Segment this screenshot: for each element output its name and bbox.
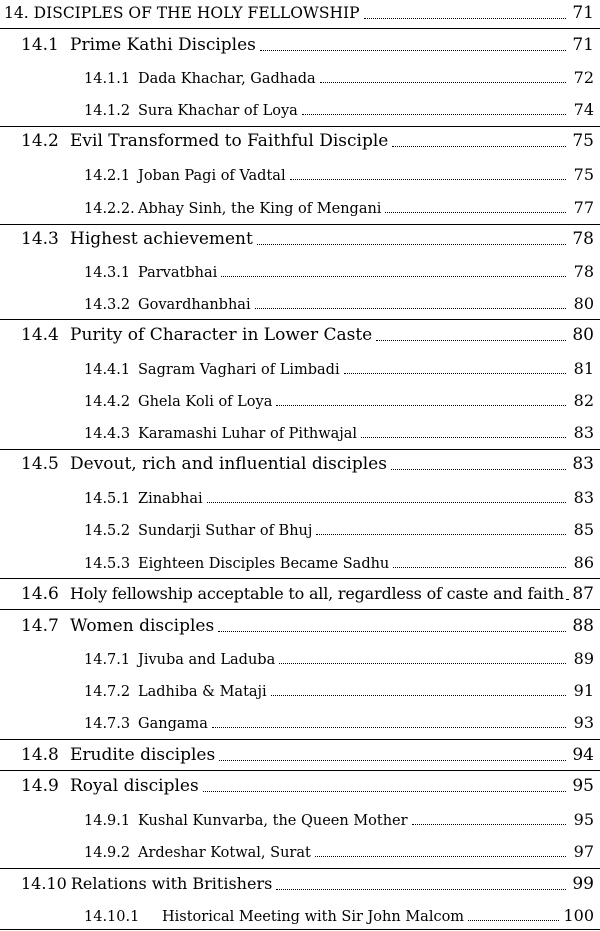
dot-leader (468, 920, 559, 921)
entry-number: 14.5 (21, 454, 59, 474)
toc-section-14-2[interactable] (0, 131, 600, 151)
toc-section-14-5[interactable] (0, 454, 600, 474)
entry-page: 88 (572, 616, 594, 636)
toc-subsection-14-1-1[interactable] (0, 68, 600, 87)
toc-chapter-14[interactable] (0, 3, 600, 23)
entry-page: 91 (573, 681, 594, 700)
entry-page: 75 (572, 131, 594, 151)
entry-page: 94 (572, 745, 594, 765)
entry-number: 14.7 (21, 616, 59, 636)
toc-section-14-4[interactable] (0, 325, 600, 345)
entry-title: Erudite disciples (70, 745, 216, 765)
entry-number: 14.1.2 (84, 103, 131, 119)
toc-subsection-14-2-2[interactable] (0, 198, 600, 217)
entry-number: 14. (4, 4, 29, 22)
entry-page: 83 (573, 423, 594, 442)
toc-section-14-3[interactable] (0, 229, 600, 249)
divider (0, 739, 600, 740)
entry-number: 14.9.1 (84, 813, 131, 829)
dot-leader (361, 437, 566, 438)
entry-title: Historical Meeting with Sir John Malcom (162, 909, 465, 925)
entry-title: Women disciples (70, 616, 215, 636)
dot-leader (219, 760, 566, 761)
dot-leader (391, 469, 566, 470)
toc-subsection-14-4-1[interactable] (0, 359, 600, 378)
entry-title: Ghela Koli of Loya (138, 394, 273, 410)
entry-page: 95 (573, 810, 594, 829)
entry-number: 14.10 (21, 874, 67, 893)
entry-number: 14.2.1 (84, 168, 131, 184)
entry-page: 95 (572, 776, 594, 796)
dot-leader (315, 856, 566, 857)
divider (0, 28, 600, 29)
dot-leader (344, 373, 566, 374)
toc-subsection-14-5-3[interactable] (0, 553, 600, 572)
dot-leader (279, 663, 566, 664)
entry-number: 14.5.2 (84, 523, 131, 539)
toc-subsection-14-7-3[interactable] (0, 713, 600, 732)
divider (0, 449, 600, 450)
dot-leader (364, 18, 566, 19)
entry-title: Holy fellowship acceptable to all, regardless of caste and faith (70, 584, 564, 603)
toc-subsection-14-5-1[interactable] (0, 488, 600, 507)
entry-page: 78 (572, 229, 594, 249)
entry-number: 14.4.3 (84, 426, 131, 442)
toc-subsection-14-9-2[interactable] (0, 842, 600, 861)
entry-number: 14.7.3 (84, 716, 131, 732)
entry-number: 14.2.2. (84, 201, 135, 217)
entry-number: 14.3.1 (84, 265, 131, 281)
entry-page: 97 (573, 842, 594, 861)
toc-section-14-7[interactable] (0, 616, 600, 636)
entry-number: 14.6 (21, 584, 59, 604)
dot-leader (260, 50, 566, 51)
toc-subsection-14-4-2[interactable] (0, 391, 600, 410)
entry-number: 14.3.2 (84, 297, 131, 313)
dot-leader (316, 534, 566, 535)
toc-subsection-14-3-1[interactable] (0, 262, 600, 281)
entry-title: Highest achievement (70, 229, 253, 249)
entry-title: Jivuba and Laduba (138, 652, 276, 668)
entry-title: Karamashi Luhar of Pithwajal (138, 426, 358, 442)
dot-leader (255, 308, 566, 309)
entry-title: Govardhanbhai (138, 297, 251, 313)
dot-leader (412, 824, 566, 825)
divider (0, 609, 600, 610)
entry-page: 99 (572, 874, 594, 894)
dot-leader (276, 405, 566, 406)
entry-title: Evil Transformed to Faithful Disciple (70, 131, 389, 151)
toc-subsection-14-10-1[interactable] (0, 906, 600, 925)
entry-title: Purity of Character in Lower Caste (70, 325, 373, 345)
toc-subsection-14-5-2[interactable] (0, 520, 600, 539)
entry-number: 14.4.2 (84, 394, 131, 410)
entry-number: 14.1.1 (84, 71, 131, 87)
dot-leader (385, 212, 566, 213)
entry-title: Royal disciples (70, 776, 199, 796)
entry-page: 80 (573, 294, 594, 313)
entry-title: Ardeshar Kotwal, Surat (138, 845, 311, 861)
entry-title: Sundarji Suthar of Bhuj (138, 523, 313, 539)
entry-title: Devout, rich and influential disciples (70, 454, 387, 474)
divider (0, 868, 600, 869)
entry-number: 14.5.1 (84, 491, 131, 507)
entry-title: Joban Pagi of Vadtal (138, 168, 286, 184)
entry-number: 14.7.2 (84, 684, 131, 700)
toc-section-14-1[interactable] (0, 35, 600, 55)
entry-number: 14.5.3 (84, 556, 131, 572)
dot-leader (302, 114, 566, 115)
entry-page: 80 (572, 325, 594, 345)
dot-leader (376, 340, 566, 341)
entry-title: Zinabhai (138, 491, 203, 507)
entry-number: 14.4 (21, 325, 59, 345)
entry-title: Sagram Vaghari of Limbadi (138, 362, 340, 378)
entry-page: 74 (573, 100, 594, 119)
entry-number: 14.3 (21, 229, 59, 249)
entry-title: Kushal Kunvarba, the Queen Mother (138, 813, 408, 829)
toc-section-14-10[interactable] (0, 874, 600, 894)
entry-number: 14.4.1 (84, 362, 131, 378)
divider (0, 929, 600, 930)
dot-leader (290, 179, 566, 180)
divider (0, 319, 600, 320)
entry-number: 14.9.2 (84, 845, 131, 861)
entry-page: 82 (573, 391, 594, 410)
toc-subsection-14-9-1[interactable] (0, 810, 600, 829)
entry-title: Eighteen Disciples Became Sadhu (138, 556, 390, 572)
divider (0, 770, 600, 771)
entry-page: 87 (572, 584, 594, 604)
entry-page: 75 (573, 165, 594, 184)
dot-leader (566, 599, 568, 600)
entry-number: 14.9 (21, 776, 59, 796)
divider (0, 126, 600, 127)
entry-number: 14.8 (21, 745, 59, 765)
toc-subsection-14-4-3[interactable] (0, 423, 600, 442)
dot-leader (218, 631, 566, 632)
toc-section-14-9[interactable] (0, 776, 600, 796)
entry-page: 85 (573, 520, 594, 539)
toc-subsection-14-7-1[interactable] (0, 649, 600, 668)
entry-title: Relations with Britishers (70, 874, 273, 893)
entry-page: 100 (563, 906, 594, 925)
dot-leader (393, 567, 566, 568)
dot-leader (203, 791, 566, 792)
entry-number: 14.2 (21, 131, 59, 151)
entry-page: 71 (572, 35, 594, 55)
dot-leader (207, 502, 566, 503)
entry-title: Prime Kathi Disciples (70, 35, 256, 55)
entry-page: 83 (573, 488, 594, 507)
entry-page: 78 (573, 262, 594, 281)
toc-subsection-14-3-2[interactable] (0, 294, 600, 313)
dot-leader (271, 695, 566, 696)
entry-title: Sura Khachar of Loya (138, 103, 298, 119)
entry-title: Dada Khachar, Gadhada (138, 71, 316, 87)
entry-title: Abhay Sinh, the King of Mengani (138, 201, 382, 217)
toc-section-14-8[interactable] (0, 745, 600, 765)
entry-page: 89 (573, 649, 594, 668)
dot-leader (276, 889, 566, 890)
entry-page: 81 (573, 359, 594, 378)
entry-title: Ladhiba & Mataji (138, 684, 267, 700)
entry-page: 86 (573, 553, 594, 572)
dot-leader (257, 244, 566, 245)
divider (0, 224, 600, 225)
toc-subsection-14-7-2[interactable] (0, 681, 600, 700)
toc-subsection-14-1-2[interactable] (0, 100, 600, 119)
divider (0, 578, 600, 579)
entry-number: 14.10.1 (84, 909, 140, 925)
entry-title: Gangama (138, 716, 208, 732)
entry-number: 14.7.1 (84, 652, 131, 668)
entry-page: 83 (572, 454, 594, 474)
entry-title: Parvatbhai (138, 265, 218, 281)
dot-leader (212, 727, 566, 728)
entry-number: 14.1 (21, 35, 59, 55)
dot-leader (320, 82, 566, 83)
entry-page: 71 (572, 3, 594, 23)
toc-subsection-14-2-1[interactable] (0, 165, 600, 184)
toc-section-14-6[interactable] (0, 584, 600, 604)
dot-leader (221, 276, 566, 277)
dot-leader (392, 146, 566, 147)
entry-page: 93 (573, 713, 594, 732)
entry-page: 72 (573, 68, 594, 87)
entry-title: DISCIPLES OF THE HOLY FELLOWSHIP (33, 4, 360, 22)
entry-page: 77 (573, 198, 594, 217)
